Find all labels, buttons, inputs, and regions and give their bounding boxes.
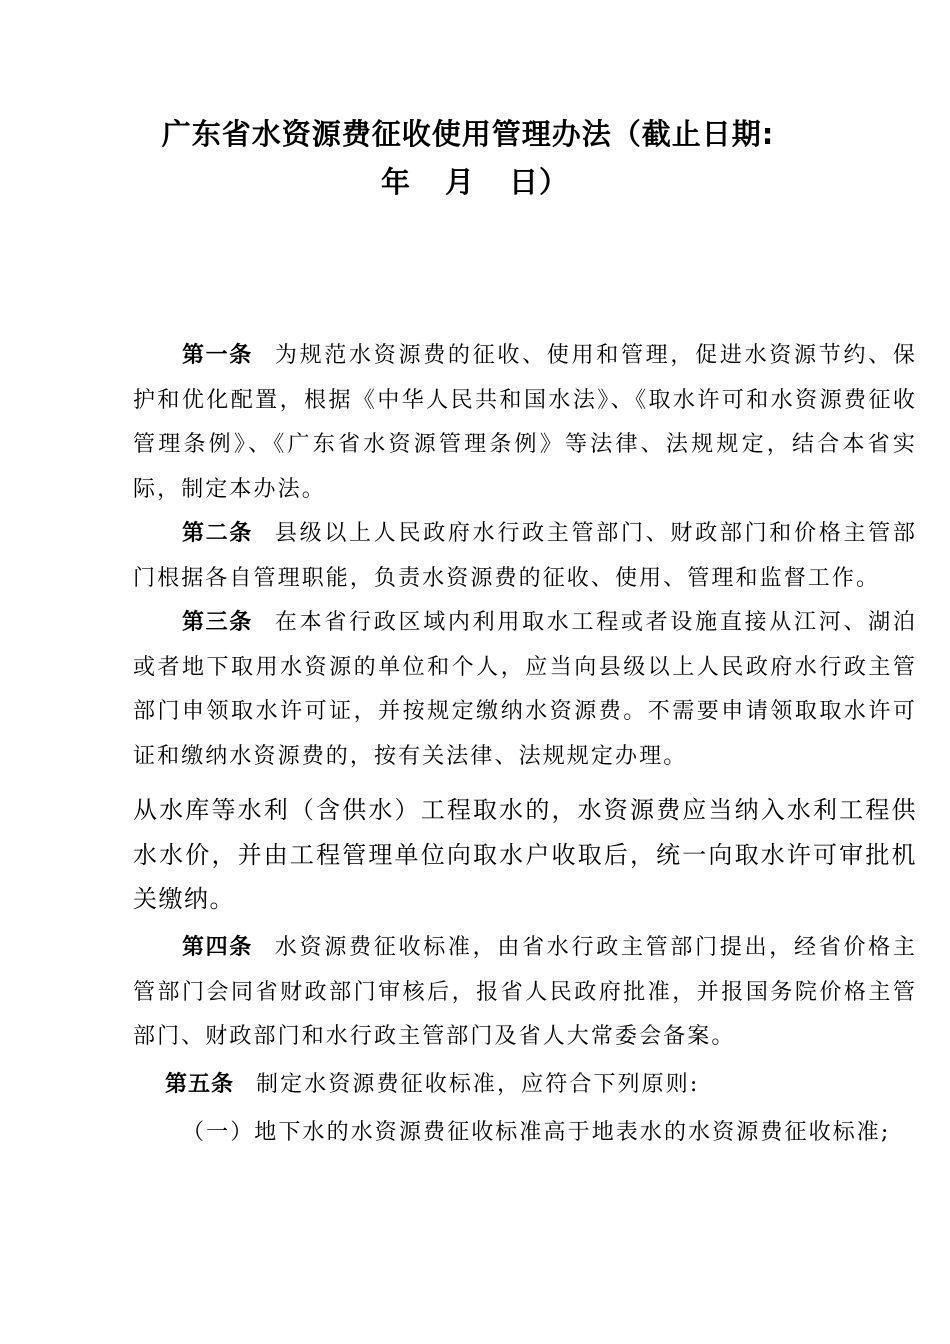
article-label: 第三条 xyxy=(182,610,253,635)
article-text: 县级以上人民政府水行政主管部门、财政部门和价格主管部门根据各自管理职能，负责水资源费的征收、使用、管理和监督工作。 xyxy=(133,521,917,591)
article-text: 制定水资源费征收标准，应符合下列原则: xyxy=(256,1072,700,1097)
title-month: 月 xyxy=(444,165,475,199)
article-label: 第四条 xyxy=(182,935,253,960)
article-3 xyxy=(133,601,917,779)
article-5-item-1 xyxy=(133,1111,917,1156)
article-text: 为规范水资源费的征收、使用和管理，促进水资源节约、保护和优化配置，根据《中华人民共和国水法》、《取水许可和水资源费征收管理条例》、《广东省水资源管理条例》等法律、法规规定，结合本省实际，制定本办法。 xyxy=(133,343,917,502)
title-year: 年 xyxy=(380,165,411,199)
title-day: 日） xyxy=(509,165,570,199)
article-1 xyxy=(133,334,917,512)
article-text: 在本省行政区域内利用取水工程或者设施直接从江河、湖泊或者地下取用水资源的单位和个人，应当向县级以上人民政府水行政主管部门申领取水许可证，并按规定缴纳水资源费。不需要申请领取取水许可证和缴纳水资源费的，按有关法律、法规规定办理。 xyxy=(133,610,917,769)
paragraph-text: 从水库等水利（含供水）工程取水的，水资源费应当纳入水利工程供水水价，并由工程管理单位向取水户收取后，统一向取水许可审批机关缴纳。 xyxy=(133,796,917,913)
article-label: 第二条 xyxy=(182,521,253,546)
article-5 xyxy=(133,1063,917,1108)
article-4 xyxy=(133,926,917,1060)
document-title: 广东省水资源费征收使用管理办法（截止日期: xyxy=(161,117,775,151)
article-3-paragraph-2 xyxy=(133,788,917,922)
document-title-date-line xyxy=(0,160,950,201)
item-text: （一）地下水的水资源费征收标准高于地表水的水资源费征收标准; xyxy=(182,1120,891,1145)
article-label: 第五条 xyxy=(165,1072,235,1097)
article-text: 水资源费征收标准，由省水行政主管部门提出，经省价格主管部门会同省财政部门审核后，报省人民政府批准，并报国务院价格主管部门、财政部门和水行政主管部门及省人大常委会备案。 xyxy=(133,935,917,1049)
article-2 xyxy=(133,512,917,601)
article-label: 第一条 xyxy=(182,343,253,368)
